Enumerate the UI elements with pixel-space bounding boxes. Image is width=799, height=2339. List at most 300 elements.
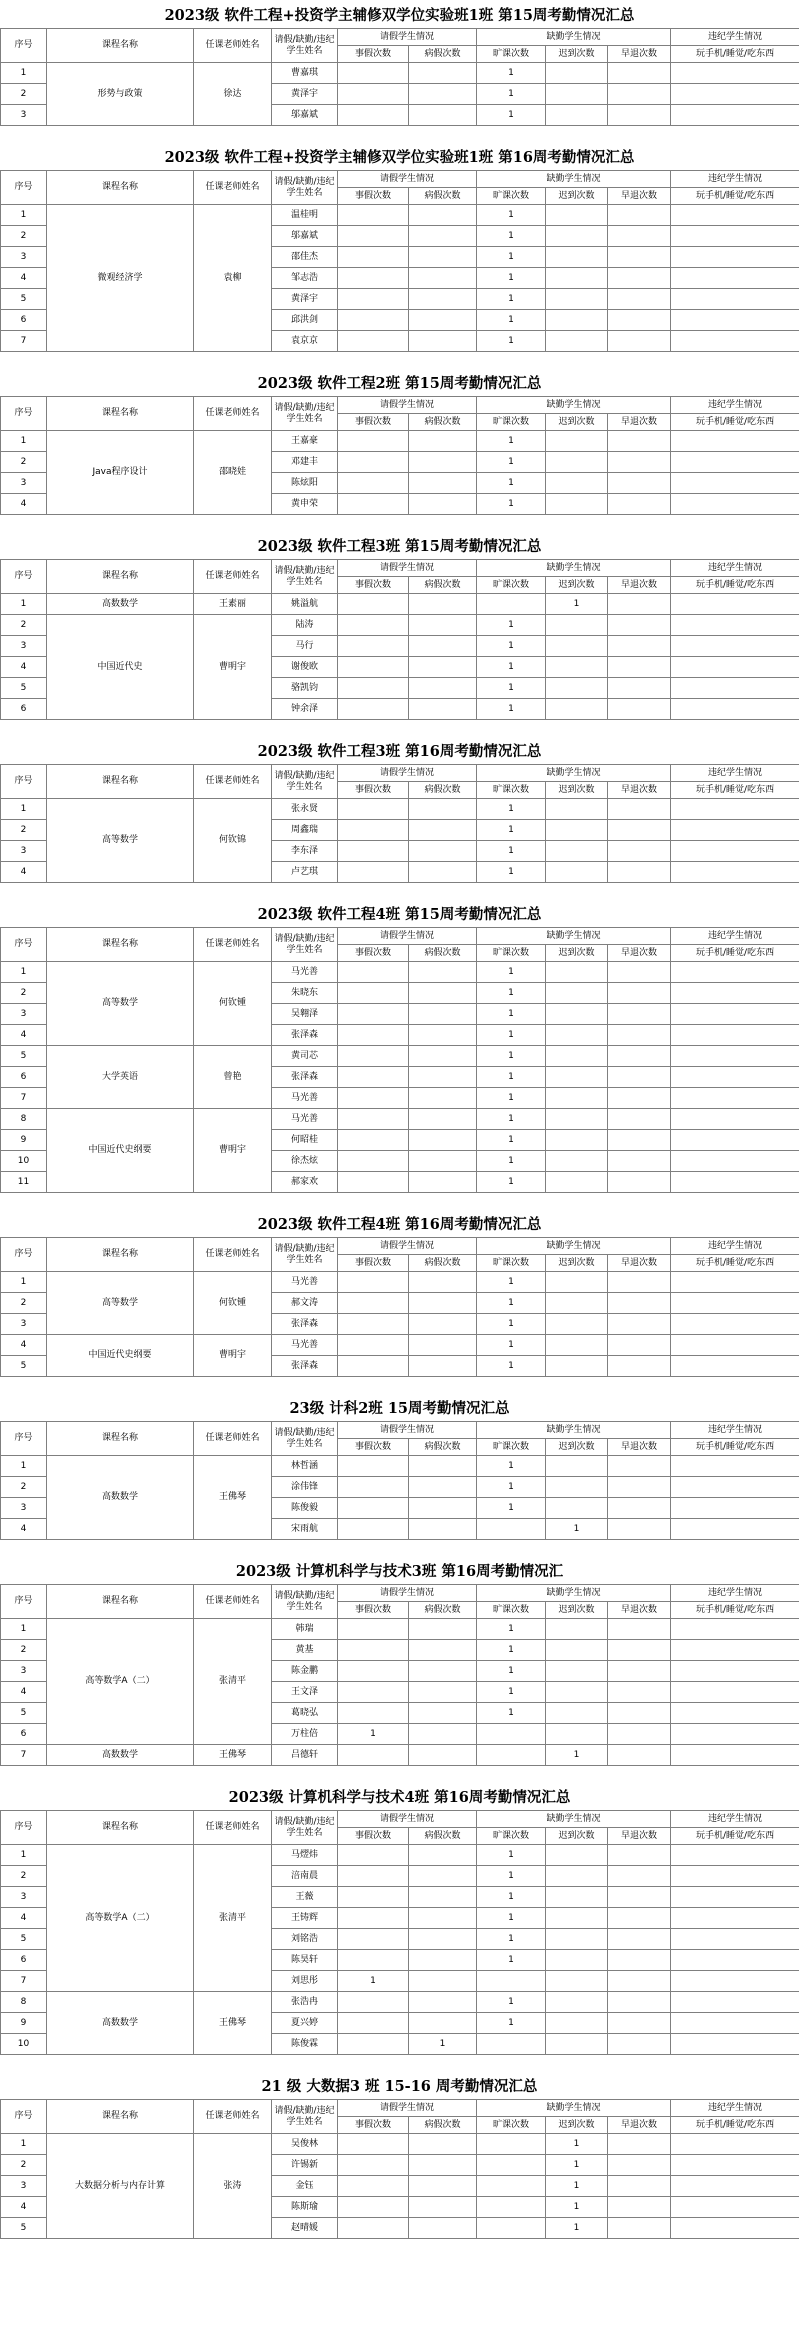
count-early [608,962,671,983]
header-student: 请假/缺勤/违纪学生姓名 [272,1422,338,1456]
header-violation: 玩手机/睡觉/吃东西 [671,46,799,63]
count-sick [409,983,477,1004]
student-name: 万柱倍 [272,1724,338,1745]
count-violation [671,331,799,352]
header-discipline-group: 违纪学生情况 [671,397,799,414]
teacher-name: 何钦锺 [194,1272,272,1335]
count-truancy: 1 [477,1498,546,1519]
student-name: 张泽森 [272,1314,338,1335]
header-truancy: 旷课次数 [477,1255,546,1272]
header-course: 课程名称 [47,1238,194,1272]
count-sick [409,1172,477,1193]
attendance-section [0,736,799,899]
header-sick-leave: 病假次数 [409,782,477,799]
count-violation [671,1640,799,1661]
count-violation [671,636,799,657]
count-early [608,1477,671,1498]
student-name: 金钰 [272,2176,338,2197]
student-name: 马光善 [272,1109,338,1130]
count-personal [338,105,409,126]
course-name: 中国近代史纲要 [47,1109,194,1193]
count-early [608,1130,671,1151]
count-personal: 1 [338,1724,409,1745]
count-sick [409,1067,477,1088]
count-truancy [477,2176,546,2197]
row-number: 1 [1,205,47,226]
attendance-table [0,170,799,352]
count-late [546,841,608,862]
count-sick [409,841,477,862]
teacher-name: 袁柳 [194,205,272,352]
count-personal [338,226,409,247]
count-sick [409,2155,477,2176]
count-personal [338,983,409,1004]
student-name: 邵佳杰 [272,247,338,268]
teacher-name: 何钦锺 [194,962,272,1046]
table-row [1,63,799,84]
row-number: 4 [1,2197,47,2218]
count-personal [338,1293,409,1314]
header-no: 序号 [1,1422,47,1456]
course-name: 高等数学A（二） [47,1845,194,1992]
count-sick [409,2013,477,2034]
count-early [608,2218,671,2239]
header-absent-group: 缺勤学生情况 [477,29,671,46]
count-violation [671,983,799,1004]
count-sick [409,310,477,331]
count-early [608,452,671,473]
student-name: 许锡新 [272,2155,338,2176]
count-sick [409,862,477,883]
count-truancy: 1 [477,268,546,289]
count-violation [671,63,799,84]
count-violation [671,1293,799,1314]
table-row [1,615,799,636]
count-sick [409,1908,477,1929]
count-personal [338,1661,409,1682]
header-teacher: 任课老师姓名 [194,171,272,205]
count-early [608,983,671,1004]
count-early [608,205,671,226]
student-name: 周鑫瑞 [272,820,338,841]
count-violation [671,1151,799,1172]
student-name: 夏兴婷 [272,2013,338,2034]
count-truancy: 1 [477,862,546,883]
row-number: 4 [1,1682,47,1703]
count-sick [409,678,477,699]
student-name: 张浩冉 [272,1992,338,2013]
course-name: 高数数学 [47,594,194,615]
count-late [546,1866,608,1887]
header-personal-leave: 事假次数 [338,2117,409,2134]
count-violation [671,1845,799,1866]
header-leave-group: 请假学生情况 [338,1585,477,1602]
count-late [546,105,608,126]
count-early [608,841,671,862]
teacher-name: 张清平 [194,1619,272,1745]
header-student: 请假/缺勤/违纪学生姓名 [272,29,338,63]
teacher-name: 徐达 [194,63,272,126]
row-number: 2 [1,1477,47,1498]
count-truancy [477,1724,546,1745]
count-sick [409,820,477,841]
row-number: 6 [1,1724,47,1745]
count-late [546,657,608,678]
count-personal [338,1004,409,1025]
header-late: 迟到次数 [546,1828,608,1845]
row-number: 5 [1,2218,47,2239]
header-personal-leave: 事假次数 [338,46,409,63]
header-no: 序号 [1,1811,47,1845]
count-violation [671,2155,799,2176]
row-number: 1 [1,1272,47,1293]
header-leave-group: 请假学生情况 [338,397,477,414]
count-late [546,2034,608,2055]
header-sick-leave: 病假次数 [409,1255,477,1272]
header-personal-leave: 事假次数 [338,414,409,431]
count-truancy: 1 [477,1950,546,1971]
header-no: 序号 [1,171,47,205]
header-absent-group: 缺勤学生情况 [477,1811,671,1828]
count-truancy: 1 [477,615,546,636]
table-header-row [1,171,799,188]
count-violation [671,1992,799,2013]
header-early-leave: 早退次数 [608,1255,671,1272]
section-title: 23级 计科2班 15周考勤情况汇总 [289,1400,510,1417]
count-truancy: 1 [477,1272,546,1293]
count-sick [409,636,477,657]
attendance-section [0,1556,799,1782]
count-sick [409,1130,477,1151]
header-teacher: 任课老师姓名 [194,1238,272,1272]
attendance-table [0,1421,799,1540]
count-sick [409,84,477,105]
header-teacher: 任课老师姓名 [194,29,272,63]
count-early [608,1745,671,1766]
count-sick [409,1272,477,1293]
count-truancy: 1 [477,657,546,678]
count-personal [338,1046,409,1067]
count-violation [671,1046,799,1067]
count-late [546,1640,608,1661]
student-name: 马光善 [272,1335,338,1356]
count-sick [409,2197,477,2218]
section-gap [0,2055,799,2071]
count-truancy: 1 [477,799,546,820]
table-header-row [1,1585,799,1602]
count-early [608,799,671,820]
count-personal [338,268,409,289]
count-violation [671,1971,799,1992]
count-late [546,1314,608,1335]
count-personal [338,1356,409,1377]
count-personal [338,1477,409,1498]
count-late: 1 [546,2176,608,2197]
header-no: 序号 [1,2100,47,2134]
header-personal-leave: 事假次数 [338,1602,409,1619]
count-violation [671,699,799,720]
count-sick [409,205,477,226]
table-header-row [1,928,799,945]
header-teacher: 任课老师姓名 [194,1811,272,1845]
count-personal [338,431,409,452]
count-truancy: 1 [477,1046,546,1067]
student-name: 徐杰炫 [272,1151,338,1172]
row-number: 6 [1,310,47,331]
count-sick [409,2134,477,2155]
row-number: 2 [1,452,47,473]
header-personal-leave: 事假次数 [338,577,409,594]
count-late [546,1929,608,1950]
count-late [546,1908,608,1929]
attendance-section [0,1209,799,1393]
count-truancy: 1 [477,1929,546,1950]
student-name: 陈斯瑜 [272,2197,338,2218]
count-violation [671,962,799,983]
student-name: 涂伟锋 [272,1477,338,1498]
count-personal [338,594,409,615]
count-late [546,63,608,84]
count-early [608,84,671,105]
count-personal [338,1929,409,1950]
student-name: 赵晴媛 [272,2218,338,2239]
table-row [1,1745,799,1766]
count-truancy: 1 [477,1088,546,1109]
count-early [608,1640,671,1661]
count-sick [409,1845,477,1866]
count-truancy: 1 [477,1130,546,1151]
header-absent-group: 缺勤学生情况 [477,560,671,577]
header-no: 序号 [1,560,47,594]
row-number: 5 [1,1356,47,1377]
count-personal [338,1498,409,1519]
header-early-leave: 早退次数 [608,1602,671,1619]
count-late [546,1172,608,1193]
count-late [546,636,608,657]
count-truancy: 1 [477,1640,546,1661]
count-violation [671,2176,799,2197]
row-number: 2 [1,615,47,636]
count-personal [338,615,409,636]
header-truancy: 旷课次数 [477,577,546,594]
count-early [608,2176,671,2197]
student-name: 袁京京 [272,331,338,352]
teacher-name: 曹明宇 [194,1109,272,1193]
count-personal [338,1025,409,1046]
count-personal [338,1088,409,1109]
course-name: 微观经济学 [47,205,194,352]
count-early [608,105,671,126]
count-violation [671,1908,799,1929]
header-early-leave: 早退次数 [608,2117,671,2134]
header-late: 迟到次数 [546,46,608,63]
header-student: 请假/缺勤/违纪学生姓名 [272,1238,338,1272]
count-late [546,289,608,310]
count-personal [338,2134,409,2155]
count-sick [409,1703,477,1724]
student-name: 陈炫阳 [272,473,338,494]
count-personal [338,247,409,268]
course-name: Java程序设计 [47,431,194,515]
course-name: 形势与政策 [47,63,194,126]
student-name: 黄申荣 [272,494,338,515]
header-truancy: 旷课次数 [477,414,546,431]
count-truancy: 1 [477,1992,546,2013]
count-late [546,615,608,636]
header-early-leave: 早退次数 [608,577,671,594]
count-truancy: 1 [477,1172,546,1193]
count-late [546,205,608,226]
count-sick [409,1025,477,1046]
header-violation: 玩手机/睡觉/吃东西 [671,188,799,205]
count-sick [409,2176,477,2197]
count-late [546,962,608,983]
header-violation: 玩手机/睡觉/吃东西 [671,2117,799,2134]
student-name: 陈俊霖 [272,2034,338,2055]
count-personal [338,1109,409,1130]
count-violation [671,2034,799,2055]
attendance-table [0,559,799,720]
count-late: 1 [546,2218,608,2239]
count-early [608,1703,671,1724]
attendance-section [0,368,799,531]
header-early-leave: 早退次数 [608,414,671,431]
header-discipline-group: 违纪学生情况 [671,560,799,577]
count-violation [671,2134,799,2155]
count-late [546,1088,608,1109]
header-discipline-group: 违纪学生情况 [671,1238,799,1255]
course-name: 大学英语 [47,1046,194,1109]
count-early [608,699,671,720]
count-early [608,862,671,883]
count-late [546,699,608,720]
table-row [1,431,799,452]
header-late: 迟到次数 [546,2117,608,2134]
count-late [546,331,608,352]
count-truancy: 1 [477,1314,546,1335]
count-sick [409,1661,477,1682]
row-number: 9 [1,2013,47,2034]
count-early [608,310,671,331]
header-early-leave: 早退次数 [608,782,671,799]
count-truancy: 1 [477,1335,546,1356]
student-name: 钟余泽 [272,699,338,720]
count-violation [671,1929,799,1950]
section-gap [0,515,799,531]
header-early-leave: 早退次数 [608,1828,671,1845]
count-sick [409,1109,477,1130]
count-personal [338,289,409,310]
count-truancy: 1 [477,1845,546,1866]
header-absent-group: 缺勤学生情况 [477,1238,671,1255]
count-personal [338,2176,409,2197]
count-violation [671,84,799,105]
header-personal-leave: 事假次数 [338,782,409,799]
header-no: 序号 [1,397,47,431]
header-truancy: 旷课次数 [477,188,546,205]
student-name: 骆凯钧 [272,678,338,699]
count-early [608,2013,671,2034]
row-number: 7 [1,1088,47,1109]
count-truancy: 1 [477,962,546,983]
count-early [608,473,671,494]
table-header-row [1,560,799,577]
count-truancy: 1 [477,431,546,452]
count-personal [338,2155,409,2176]
teacher-name: 张清平 [194,1845,272,1992]
teacher-name: 何钦锦 [194,799,272,883]
count-early [608,1724,671,1745]
count-truancy: 1 [477,1661,546,1682]
student-name: 马行 [272,636,338,657]
count-violation [671,1335,799,1356]
table-header-row [1,29,799,46]
course-name: 大数据分析与内存计算 [47,2134,194,2239]
student-name: 刘铭浩 [272,1929,338,1950]
row-number: 5 [1,1929,47,1950]
attendance-section [0,531,799,736]
row-number: 1 [1,1845,47,1866]
count-personal [338,678,409,699]
student-name: 王文泽 [272,1682,338,1703]
student-name: 郝文涛 [272,1293,338,1314]
count-late [546,820,608,841]
count-truancy [477,1971,546,1992]
count-violation [671,1703,799,1724]
count-personal [338,452,409,473]
count-personal [338,2013,409,2034]
count-sick [409,799,477,820]
header-late: 迟到次数 [546,1255,608,1272]
count-personal [338,699,409,720]
row-number: 9 [1,1130,47,1151]
count-truancy: 1 [477,1025,546,1046]
teacher-name: 曹明宇 [194,615,272,720]
section-title: 2023级 计算机科学与技术3班 第16周考勤情况汇 [235,1563,564,1580]
table-row [1,1619,799,1640]
section-title: 2023级 软件工程+投资学主辅修双学位实验班1班 第16周考勤情况汇总 [164,149,635,166]
section-title: 2023级 软件工程+投资学主辅修双学位实验班1班 第15周考勤情况汇总 [164,7,635,24]
student-name: 邬嘉斌 [272,105,338,126]
row-number: 4 [1,268,47,289]
count-early [608,1661,671,1682]
header-violation: 玩手机/睡觉/吃东西 [671,414,799,431]
row-number: 1 [1,594,47,615]
header-student: 请假/缺勤/违纪学生姓名 [272,1811,338,1845]
count-truancy: 1 [477,247,546,268]
row-number: 1 [1,2134,47,2155]
row-number: 4 [1,657,47,678]
count-personal [338,1130,409,1151]
student-name: 张泽森 [272,1067,338,1088]
header-course: 课程名称 [47,765,194,799]
header-sick-leave: 病假次数 [409,577,477,594]
count-violation [671,1004,799,1025]
attendance-section [0,2071,799,2239]
header-absent-group: 缺勤学生情况 [477,1585,671,1602]
count-truancy: 1 [477,699,546,720]
header-early-leave: 早退次数 [608,1439,671,1456]
count-late [546,1272,608,1293]
header-sick-leave: 病假次数 [409,414,477,431]
count-truancy: 1 [477,452,546,473]
row-number: 7 [1,1745,47,1766]
header-no: 序号 [1,29,47,63]
count-late [546,1724,608,1745]
count-personal [338,1314,409,1335]
header-leave-group: 请假学生情况 [338,1811,477,1828]
count-sick [409,1477,477,1498]
